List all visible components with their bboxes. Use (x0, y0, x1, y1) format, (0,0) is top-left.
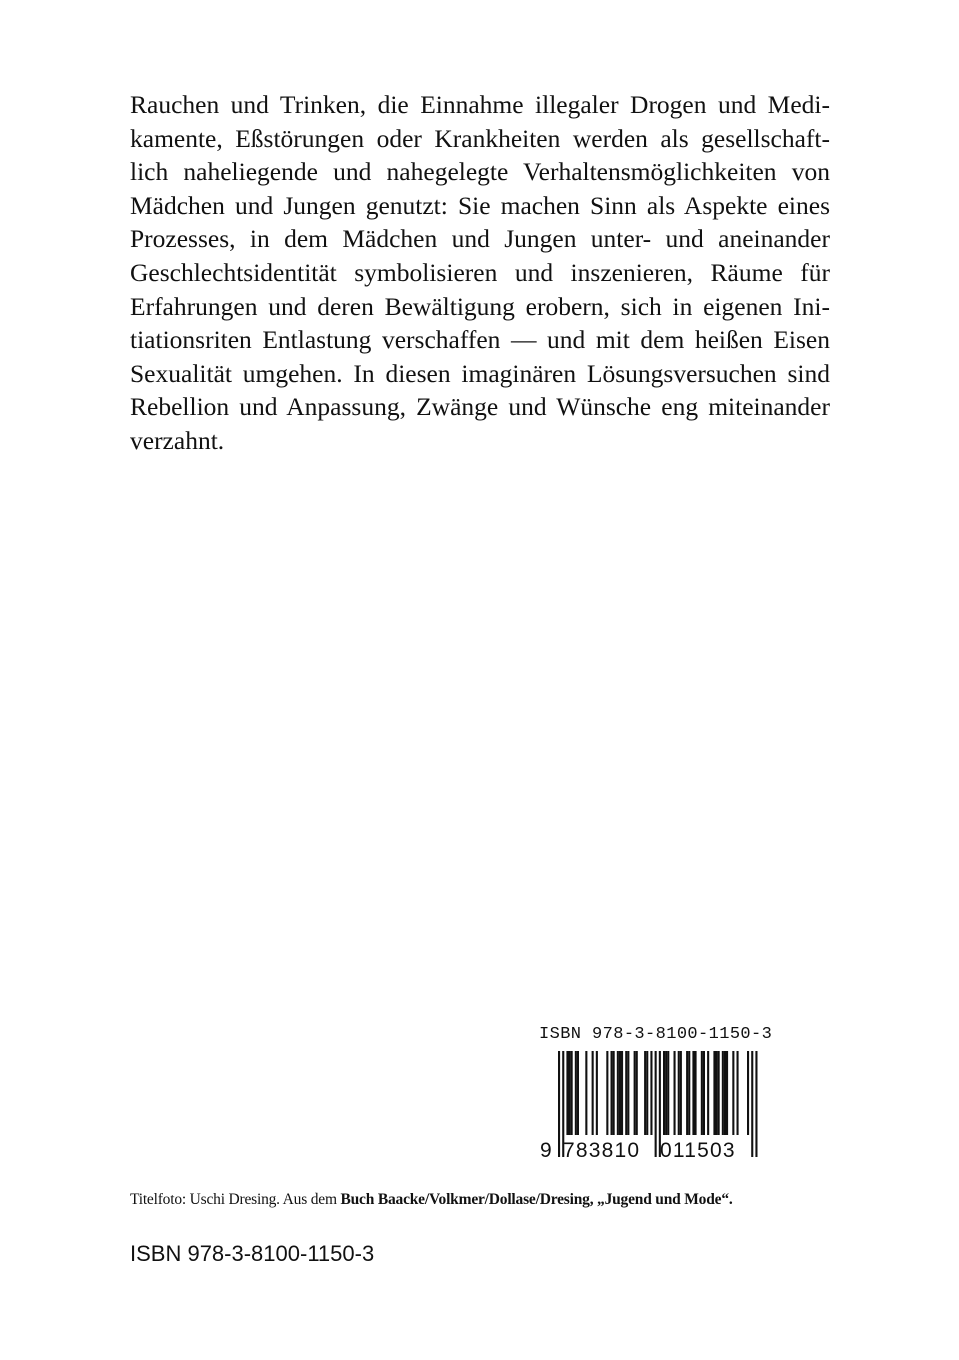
barcode-bar (716, 1051, 718, 1135)
photo-credit-plain: Titelfoto: Uschi Dresing. Aus dem (130, 1191, 341, 1208)
barcode-isbn-label: ISBN 978-3-8100-1150-3 (539, 1025, 773, 1044)
blurb-line-last: verzahnt. (130, 425, 225, 455)
blurb-line: Prozesses, in dem Mädchen und Jungen unter- und aneinander (130, 224, 830, 254)
barcode-bar (688, 1051, 690, 1135)
barcode-digits-left: 783810 (563, 1139, 641, 1162)
barcode-bar (707, 1051, 709, 1135)
barcode-bar (674, 1051, 676, 1135)
barcode-bar (575, 1051, 577, 1135)
barcode-bar (566, 1051, 568, 1135)
barcode-bar (695, 1051, 697, 1135)
photo-credit (130, 1190, 733, 1210)
barcode-bar (617, 1051, 619, 1135)
barcode-bar (663, 1051, 665, 1135)
photo-credit-bold: Buch Baacke/Volkmer/Dollase/Dresing, „Jugend und Mode“. (340, 1191, 733, 1208)
barcode-bar (737, 1051, 739, 1135)
barcode-bar (644, 1051, 646, 1135)
barcode-bar (665, 1051, 667, 1135)
barcode-digits-right: 011503 (660, 1139, 736, 1162)
barcode-bar (650, 1051, 652, 1135)
barcode-bar (613, 1051, 615, 1135)
barcode-bar (686, 1051, 688, 1135)
barcode-bar (611, 1051, 613, 1135)
blurb-line: lich naheliegende und nahegelegte Verhaltensmöglichkeiten von (130, 157, 830, 187)
barcode-bar (606, 1051, 608, 1135)
barcode-bar (747, 1051, 749, 1135)
barcode-bar (636, 1051, 638, 1135)
blurb-line: Rebellion und Anpassung, Zwänge und Wünsche eng miteinander (130, 392, 830, 422)
barcode-bar (678, 1051, 680, 1135)
blurb-line: Rauchen und Trinken, die Einnahme illegaler Drogen und Medi- (130, 90, 830, 119)
barcode-bar (596, 1051, 598, 1135)
blurb-line: kamente, Eßstörungen oder Krankheiten werden als gesellschaft- (130, 123, 830, 153)
back-cover-blurb (130, 88, 830, 458)
isbn-number: ISBN 978-3-8100-1150-3 (130, 1241, 375, 1266)
barcode-bar (722, 1051, 724, 1135)
barcode-bar (667, 1051, 669, 1135)
barcode-digits (536, 1138, 786, 1164)
barcode-bar (680, 1051, 682, 1135)
barcode-bar (621, 1051, 623, 1135)
barcode-digit-first: 9 (540, 1139, 552, 1162)
barcode-bar (701, 1051, 703, 1135)
barcode-bar (619, 1051, 621, 1135)
blurb-line: Erfahrungen und deren Bewältigung erobern, sich in eigenen Ini- (130, 291, 830, 321)
barcode-bar (703, 1051, 705, 1135)
barcode-bar (571, 1051, 573, 1135)
ean-barcode (536, 1025, 786, 1161)
barcode-bar (627, 1051, 629, 1135)
barcode-bar (577, 1051, 579, 1135)
blurb-line: Geschlechtsidentität symbolisieren und inszenieren, Räume für (130, 257, 830, 287)
barcode-bar (692, 1051, 694, 1135)
barcode-bar (569, 1051, 571, 1135)
barcode-bar (726, 1051, 728, 1135)
barcode-bar (625, 1051, 627, 1135)
barcode-bar (634, 1051, 636, 1135)
barcode-bar (718, 1051, 720, 1135)
blurb-line: Sexualität umgehen. In diesen imaginären Lösungsversuchen sind (130, 358, 830, 388)
barcode-bar (732, 1051, 734, 1135)
barcode-bar (646, 1051, 648, 1135)
barcode-bar (585, 1051, 587, 1135)
blurb-line: Mädchen und Jungen genutzt: Sie machen Sinn als Aspekte eines (130, 190, 830, 220)
barcode-bar (713, 1051, 715, 1135)
barcode-bar (592, 1051, 594, 1135)
barcode-bar (724, 1051, 726, 1135)
blurb-line: tiationsriten Entlastung verschaffen — und mit dem heißen Eisen (130, 325, 830, 355)
